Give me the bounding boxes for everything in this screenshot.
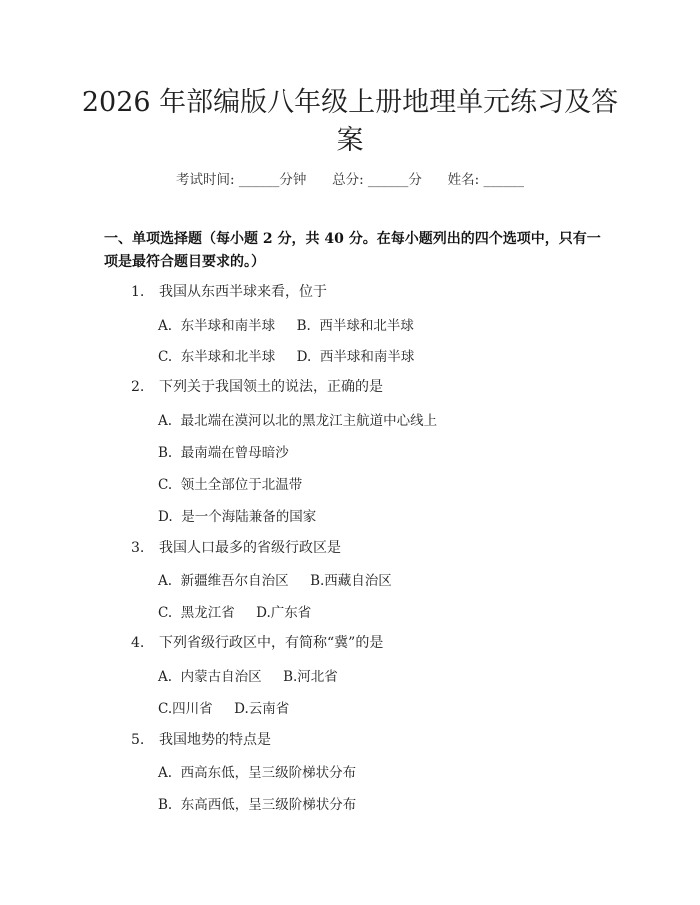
- question-number: 2.: [131, 379, 145, 395]
- question-number: 3.: [131, 540, 145, 556]
- document-title-line-2: 案: [336, 125, 364, 156]
- question-number: 5.: [131, 732, 145, 748]
- question-text: 我国人口最多的省级行政区是: [159, 540, 341, 556]
- exam-info-line: 考试时间: ______分钟 总分: ______分 姓名: ______: [175, 172, 524, 188]
- question-3-options-row-1: A. 新疆维吾尔自治区 B.西藏自治区: [158, 573, 392, 589]
- question-text: 下列省级行政区中，有简称“冀”的是: [159, 635, 384, 651]
- question-1-options-row-1: A. 东半球和南半球 B. 西半球和北半球: [158, 318, 414, 334]
- document-title-line-1: 2026 年部编版八年级上册地理单元练习及答: [81, 87, 619, 118]
- question-1-options-row-2: C. 东半球和北半球 D. 西半球和南半球: [158, 349, 415, 365]
- document-title: [0, 84, 700, 160]
- section-heading: 一、单项选择题（每小题 2 分，共 40 分。在每小题列出的四个选项中，只有一项是最符合题目要求的。）: [104, 231, 601, 270]
- question-5-option-a: A. 西高东低，呈三级阶梯状分布: [158, 765, 357, 781]
- question-4-options-row-1: A. 内蒙古自治区 B.河北省: [158, 669, 338, 685]
- question-text: 我国从东西半球来看，位于: [159, 284, 327, 300]
- question-2-option-d: D. 是一个海陆兼备的国家: [158, 509, 317, 525]
- question-4-options-row-2: C.四川省 D.云南省: [158, 701, 290, 717]
- question-text: 我国地势的特点是: [159, 732, 271, 748]
- question-3-options-row-2: C. 黑龙江省 D.广东省: [158, 605, 312, 621]
- question-5: [131, 729, 271, 749]
- question-4: [131, 632, 383, 652]
- question-2: [131, 376, 383, 396]
- question-number: 1.: [131, 284, 145, 300]
- question-2-option-c: C. 领土全部位于北温带: [158, 477, 303, 493]
- question-1: [131, 281, 327, 301]
- question-number: 4.: [131, 635, 145, 651]
- question-text: 下列关于我国领土的说法，正确的是: [159, 379, 383, 395]
- question-3: [131, 537, 341, 557]
- question-5-option-b: B. 东高西低，呈三级阶梯状分布: [158, 797, 357, 813]
- question-2-option-b: B. 最南端在曾母暗沙: [158, 445, 289, 461]
- question-2-option-a: A. 最北端在漠河以北的黑龙江主航道中心线上: [158, 413, 438, 429]
